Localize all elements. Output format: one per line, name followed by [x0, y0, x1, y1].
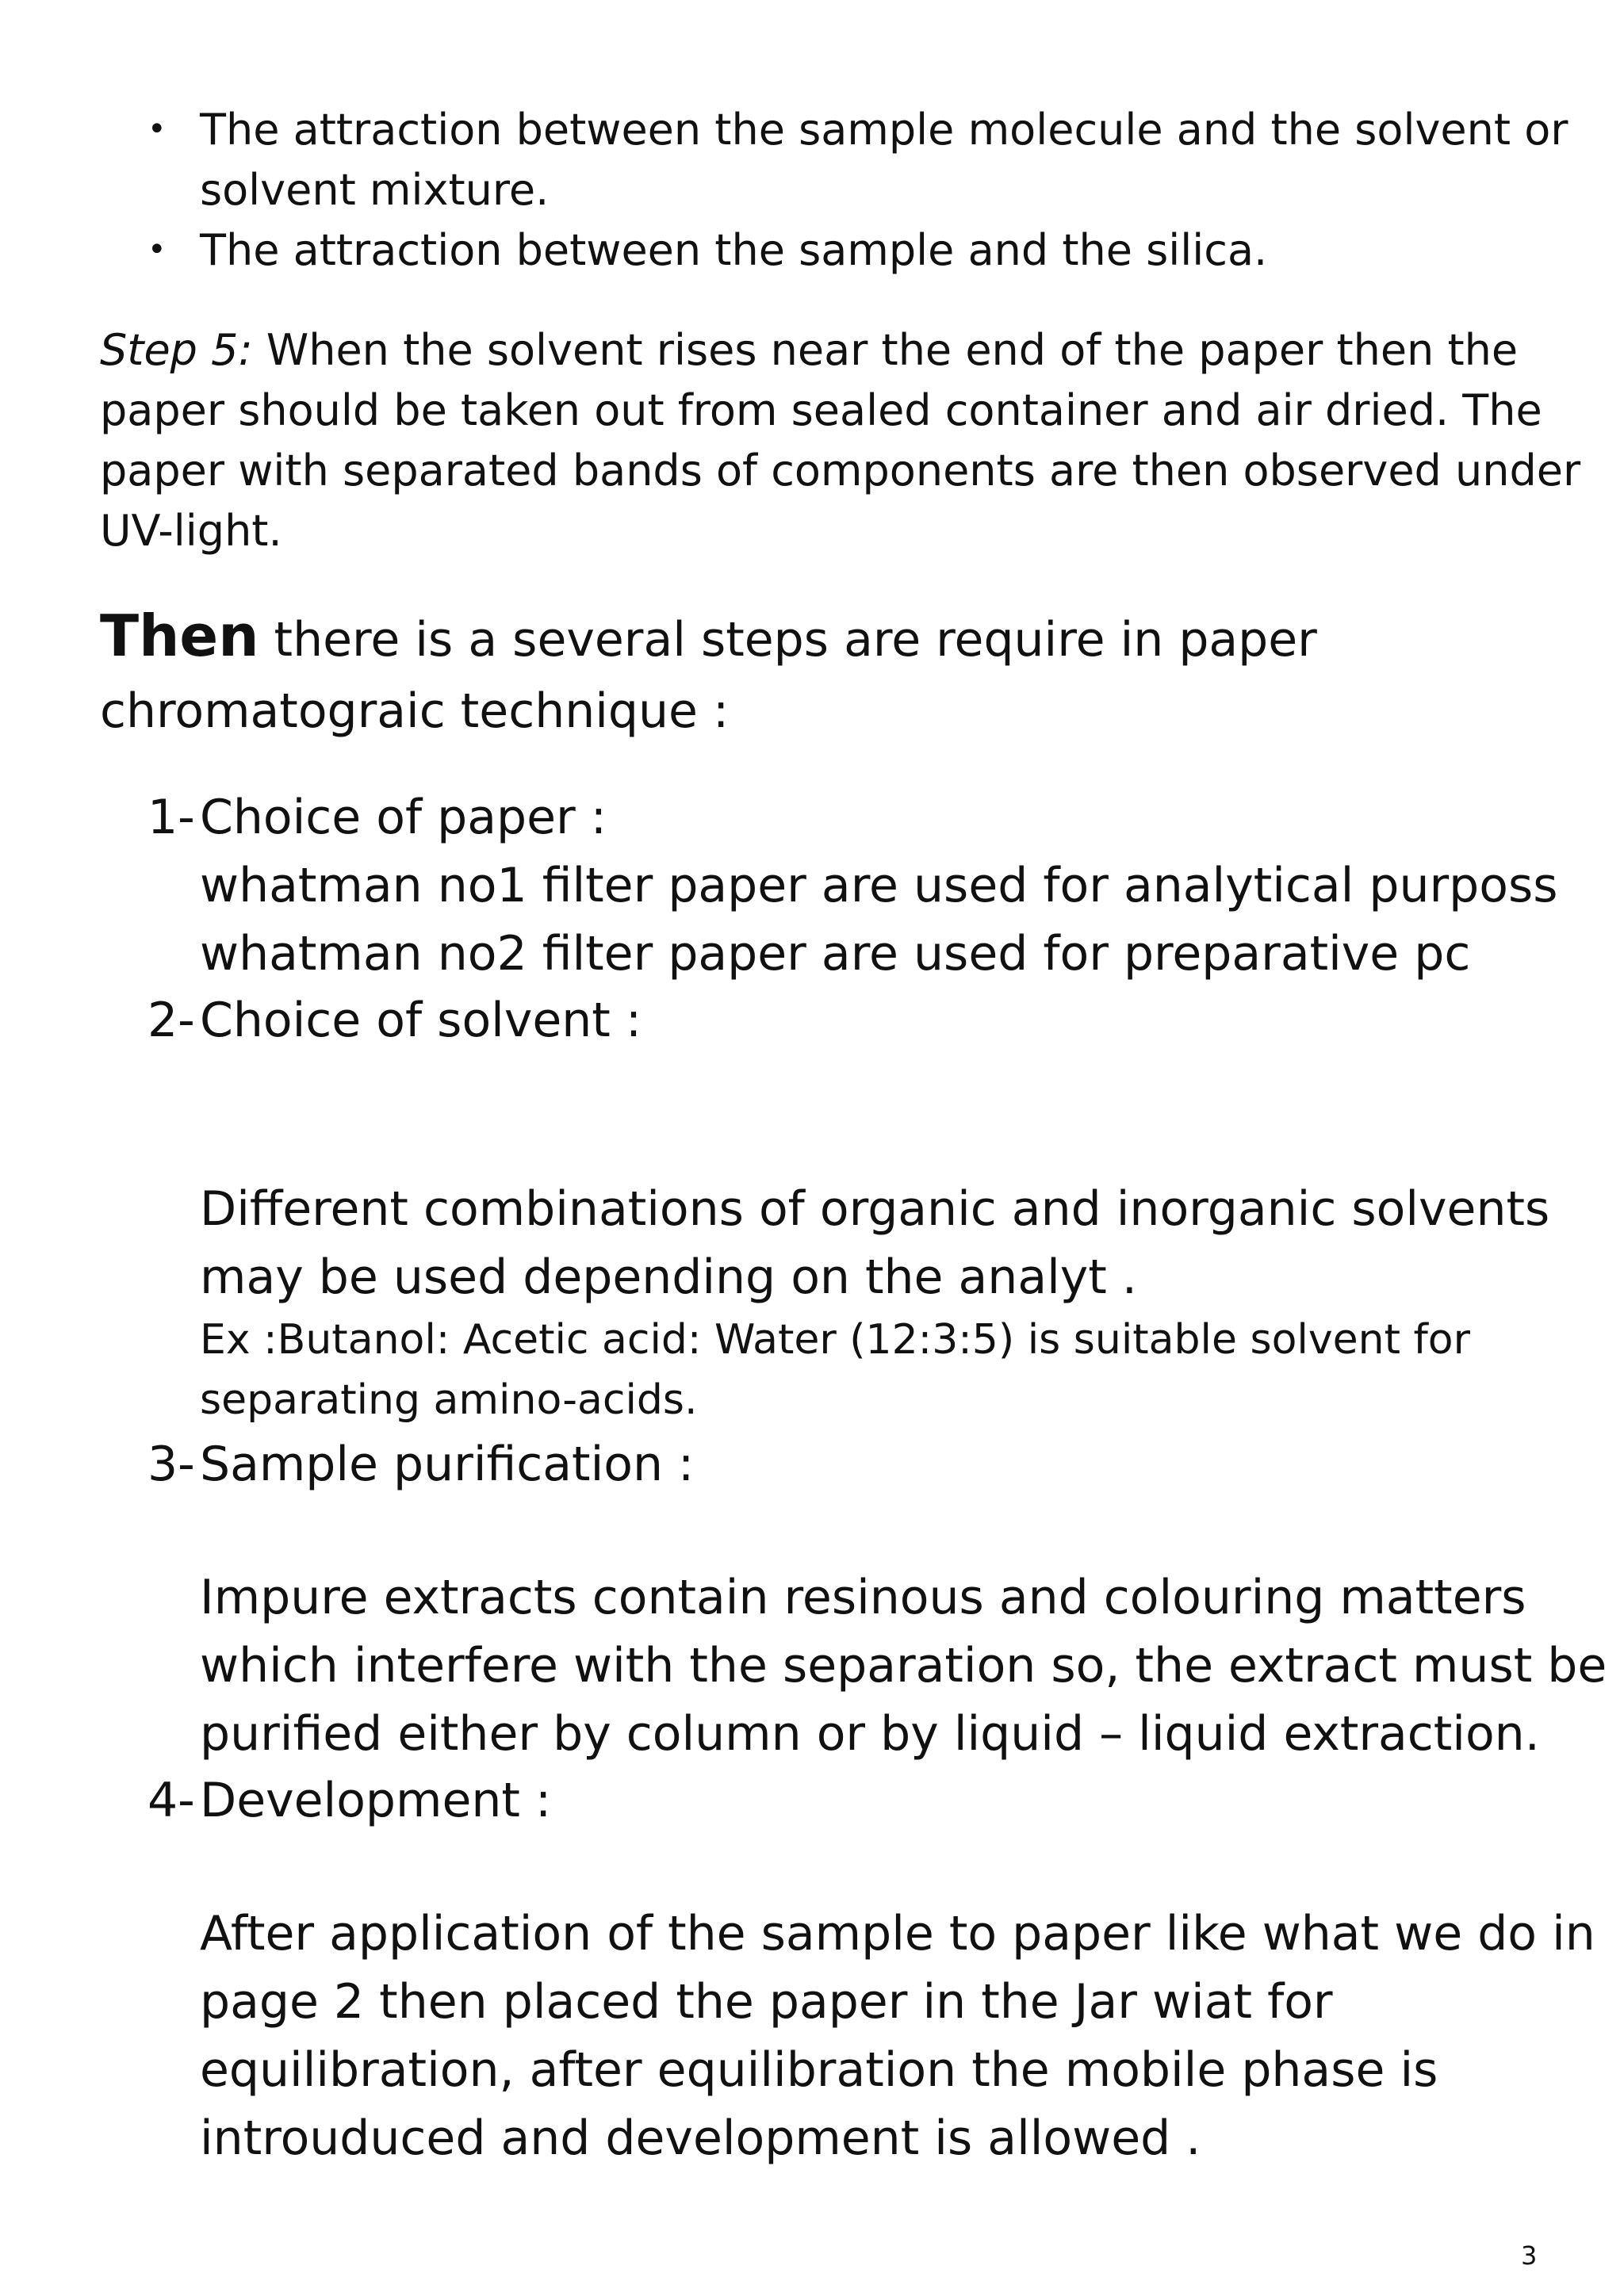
step-3-title: Sample purification :	[200, 1437, 695, 1492]
step5-line-4: UV-light.	[100, 506, 282, 556]
step-2-line-2: may be used depending on the analyt .	[200, 1249, 1137, 1305]
step-4-title: Development :	[200, 1773, 552, 1828]
step5-line-1	[100, 320, 1518, 381]
page-number: 3	[1521, 2241, 1538, 2271]
step-2-number: 2-	[147, 993, 195, 1048]
step-1-number: 1-	[147, 790, 195, 845]
step-4-line-4: introuduced and development is allowed .	[200, 2110, 1201, 2166]
step-2-example-line-2: separating amino-acids.	[200, 1376, 698, 1424]
step-2-example-line-1: Ex :Butanol: Acetic acid: Water (12:3:5) is suitable solvent for	[200, 1316, 1470, 1364]
bullet-1-line-1: The attraction between the sample molecule and the solvent or	[200, 105, 1568, 155]
step5-line-2: paper should be taken out from sealed container and air dried. The	[100, 385, 1542, 435]
step5-text-1: When the solvent rises near the end of the paper then the	[252, 325, 1519, 375]
step5-label: Step 5:	[100, 325, 253, 375]
intro-rest: there is a several steps are require in paper	[259, 612, 1317, 668]
step-4-line-3: equilibration, after equilibration the mobile phase is	[200, 2042, 1438, 2098]
step-3-line-1: Impure extracts contain resinous and colouring matters	[200, 1570, 1526, 1625]
bullet-1-line-2: solvent mixture.	[200, 165, 550, 215]
step-1-title: Choice of paper :	[200, 790, 607, 845]
intro-line-1	[100, 603, 1317, 669]
step-3-number: 3-	[147, 1437, 195, 1492]
step-1-line-2: whatman no2 filter paper are used for preparative pc	[200, 926, 1471, 982]
step-2-title: Choice of solvent :	[200, 993, 642, 1048]
step-4-line-2: page 2 then placed the paper in the Jar wiat for	[200, 1974, 1333, 2030]
step-2-line-1: Different combinations of organic and inorganic solvents	[200, 1181, 1550, 1237]
intro-bold: Then	[100, 603, 259, 669]
step-4-line-1: After application of the sample to paper like what we do in	[200, 1906, 1595, 1961]
step-4-number: 4-	[147, 1773, 195, 1828]
bullet-marker-2: •	[147, 232, 167, 268]
step-1-line-1: whatman no1 filter paper are used for analytical purposs	[200, 858, 1558, 913]
step-3-line-2: which interfere with the separation so, the extract must be	[200, 1638, 1607, 1693]
intro-line-2: chromatograic technique :	[100, 683, 730, 739]
bullet-marker-1: •	[147, 111, 167, 147]
step-3-line-3: purified either by column or by liquid – liquid extraction.	[200, 1706, 1540, 1762]
step5-line-3: paper with separated bands of components are then observed under	[100, 446, 1581, 496]
bullet-2-line-1: The attraction between the sample and the silica.	[200, 225, 1268, 275]
